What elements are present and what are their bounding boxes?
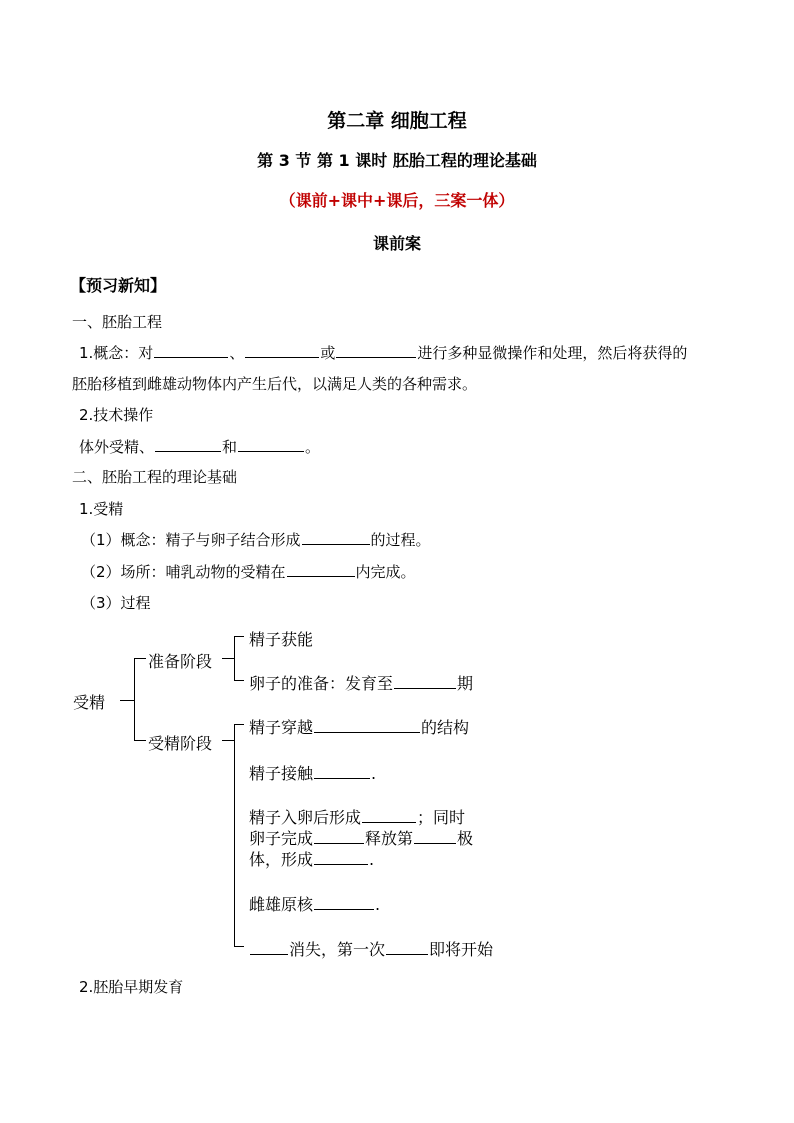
- concept-sep1: 、: [229, 344, 245, 362]
- item2-pre: （2）场所：哺乳动物的受精在: [81, 563, 286, 581]
- format-note: （课前+课中+课后，三案一体）: [279, 191, 515, 210]
- bracket-line: [234, 636, 235, 680]
- tech-line: [79, 436, 320, 457]
- egg-prep-end: 期: [457, 674, 474, 693]
- sperm-entry-line2: [249, 826, 473, 849]
- blank-field[interactable]: [302, 529, 370, 545]
- blank-field[interactable]: [314, 894, 374, 910]
- chapter-title: 第二章 细胞工程: [327, 110, 467, 132]
- penetrate-end: 的结构: [421, 718, 470, 737]
- tech-text: 体外受精、: [79, 438, 155, 456]
- diagram-root: 受精: [73, 693, 106, 712]
- bracket-line: [234, 724, 235, 946]
- item1-pre: （1）概念：精子与卵子结合形成: [81, 531, 301, 549]
- vanish-text: 消失，第一次: [289, 940, 386, 959]
- contact-text: 精子接触: [249, 764, 314, 783]
- pronuclei-end: .: [375, 895, 381, 914]
- prep-stage-label: 准备阶段: [148, 652, 213, 671]
- enter-text-g: .: [369, 850, 375, 869]
- enter-text-f: 体，形成: [249, 850, 314, 869]
- connector: [120, 700, 134, 701]
- blank-field[interactable]: [154, 342, 228, 358]
- blank-field[interactable]: [314, 828, 364, 844]
- section1-heading: 一、胚胎工程: [72, 313, 163, 331]
- pronuclei-line: [249, 892, 380, 915]
- fert-process-label: （3）过程: [81, 594, 151, 612]
- concept-sep2: 或: [320, 344, 336, 362]
- connector: [234, 946, 244, 947]
- tech-and: 和: [222, 438, 238, 456]
- penetrate-text: 精子穿越: [249, 718, 314, 737]
- item1-post: 的过程。: [370, 531, 431, 549]
- connector: [234, 680, 244, 681]
- tech-end: 。: [305, 438, 321, 456]
- concept-line: [79, 342, 687, 363]
- pronuclei-text: 雌雄原核: [249, 895, 314, 914]
- enter-text-e: 极: [457, 829, 474, 848]
- egg-prep-text: 卵子的准备：发育至: [249, 674, 394, 693]
- item2-post: 内完成。: [355, 563, 416, 581]
- connector: [222, 740, 234, 741]
- blank-field[interactable]: [314, 717, 420, 733]
- enter-text-c: 卵子完成: [249, 829, 314, 848]
- blank-field[interactable]: [155, 436, 221, 452]
- blank-field[interactable]: [336, 342, 416, 358]
- sperm-entry-line1: [249, 805, 465, 828]
- blank-field[interactable]: [386, 939, 428, 955]
- blank-field[interactable]: [362, 807, 416, 823]
- concept-label: 1.概念：对: [79, 344, 154, 362]
- contact-end: .: [371, 764, 377, 783]
- sperm-capacitation: 精子获能: [249, 630, 314, 649]
- vanish-end: 即将开始: [429, 940, 494, 959]
- enter-text-b: ；同时: [417, 808, 466, 827]
- bracket-line: [134, 658, 135, 740]
- blank-field[interactable]: [238, 436, 304, 452]
- egg-preparation: [249, 671, 473, 694]
- preview-heading: 【预习新知】: [70, 276, 167, 295]
- fertilization-label: 1.受精: [79, 500, 124, 518]
- blank-field[interactable]: [250, 939, 288, 955]
- blank-field[interactable]: [287, 561, 355, 577]
- case-title: 课前案: [372, 234, 421, 253]
- connector: [134, 658, 146, 659]
- connector: [222, 658, 234, 659]
- blank-field[interactable]: [314, 849, 368, 865]
- vanish-line: [249, 937, 493, 960]
- lesson-title: 第 3 节 第 1 课时 胚胎工程的理论基础: [257, 151, 537, 170]
- blank-field[interactable]: [414, 828, 456, 844]
- blank-field[interactable]: [394, 673, 456, 689]
- early-development-label: 2.胚胎早期发育: [79, 978, 184, 996]
- connector: [234, 636, 244, 637]
- concept-tail: 进行多种显微操作和处理，然后将获得的: [417, 344, 688, 362]
- sperm-entry-line3: [249, 847, 374, 870]
- fert-concept-line: [81, 529, 431, 550]
- blank-field[interactable]: [245, 342, 319, 358]
- connector: [134, 740, 146, 741]
- sperm-contact: [249, 761, 376, 784]
- fert-site-line: [81, 561, 416, 582]
- enter-text-d: 释放第: [365, 829, 414, 848]
- fert-stage-label: 受精阶段: [148, 734, 213, 753]
- sperm-penetration: [249, 715, 469, 738]
- concept-line2: 胚胎移植到雌雄动物体内产生后代，以满足人类的各种需求。: [72, 375, 478, 393]
- section2-heading: 二、胚胎工程的理论基础: [72, 468, 238, 486]
- blank-field[interactable]: [314, 763, 370, 779]
- connector: [234, 724, 244, 725]
- enter-text-a: 精子入卵后形成: [249, 808, 362, 827]
- tech-label: 2.技术操作: [79, 406, 154, 424]
